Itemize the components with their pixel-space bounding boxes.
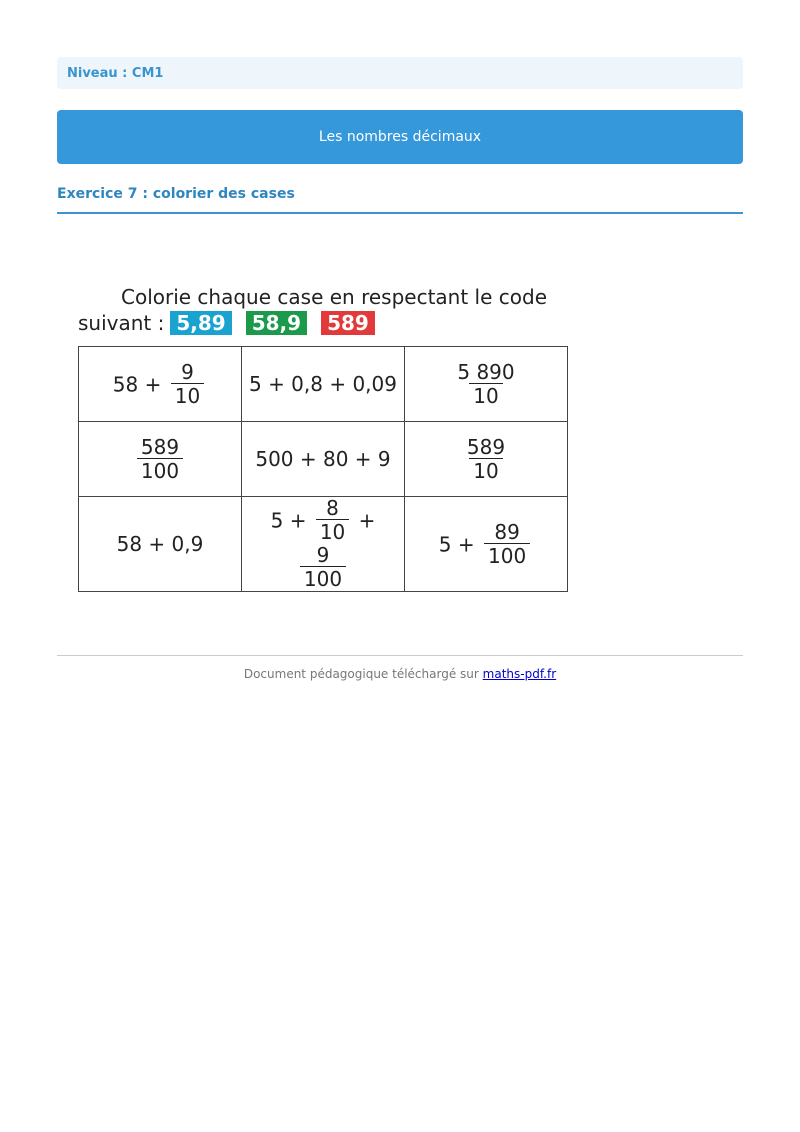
expression: 500 + 80 + 9	[255, 447, 391, 471]
fraction	[171, 361, 204, 408]
fraction	[316, 497, 349, 544]
level-label: Niveau : CM1	[57, 57, 743, 89]
fraction	[463, 436, 509, 483]
grid-cell[interactable]	[405, 497, 568, 592]
denominator: 10	[469, 458, 502, 483]
grid-cell[interactable]	[242, 497, 405, 592]
term: 58	[112, 372, 139, 396]
topic-banner: Les nombres décimaux	[57, 110, 743, 164]
denominator: 100	[137, 458, 183, 483]
grid-cell[interactable]	[79, 422, 242, 497]
numerator: 589	[140, 434, 180, 459]
numerator: 89	[494, 519, 520, 544]
fraction	[300, 544, 346, 591]
denominator: 10	[316, 519, 349, 544]
fraction	[484, 521, 530, 568]
plus-sign: +	[358, 508, 376, 533]
grid-cell[interactable]	[242, 347, 405, 422]
numerator: 9	[316, 543, 330, 567]
term: 5	[438, 532, 452, 556]
grid-row	[79, 497, 568, 592]
instruction-line-1: Colorie chaque case en respectant le code	[121, 285, 547, 309]
code-badge-blue: 5,89	[170, 311, 231, 335]
term: 5	[270, 508, 284, 533]
instruction-line-2	[78, 311, 578, 335]
denominator: 10	[469, 383, 502, 408]
instruction-suivant: suivant :	[78, 311, 165, 335]
plus-sign: +	[144, 372, 162, 396]
grid-cell[interactable]	[79, 497, 242, 592]
numerator: 589	[466, 434, 506, 459]
grid-row	[79, 347, 568, 422]
footer	[57, 667, 743, 681]
numerator: 9	[181, 359, 194, 384]
denominator: 10	[171, 383, 204, 408]
code-badge-green: 58,9	[246, 311, 307, 335]
footer-text: Document pédagogique téléchargé sur	[243, 667, 479, 681]
grid-cell[interactable]	[79, 347, 242, 422]
expression: 58 + 0,9	[116, 532, 204, 556]
grid-cell[interactable]	[405, 422, 568, 497]
grid-row	[79, 422, 568, 497]
plus-sign: +	[457, 532, 475, 556]
code-badge-red: 589	[321, 311, 375, 335]
numerator: 8	[326, 496, 339, 520]
numerator: 5 890	[457, 359, 515, 384]
grid-cell[interactable]	[242, 422, 405, 497]
grid-cell[interactable]	[405, 347, 568, 422]
denominator: 100	[300, 566, 346, 591]
coloring-grid	[78, 346, 568, 592]
footer-divider	[57, 655, 743, 656]
plus-sign: +	[289, 508, 307, 533]
fraction	[453, 361, 518, 408]
fraction	[137, 436, 183, 483]
expression: 5 + 0,8 + 0,09	[248, 372, 397, 396]
denominator: 100	[484, 543, 530, 568]
exercise-title: Exercice 7 : colorier des cases	[57, 186, 743, 214]
footer-link[interactable]: maths-pdf.fr	[482, 667, 557, 681]
